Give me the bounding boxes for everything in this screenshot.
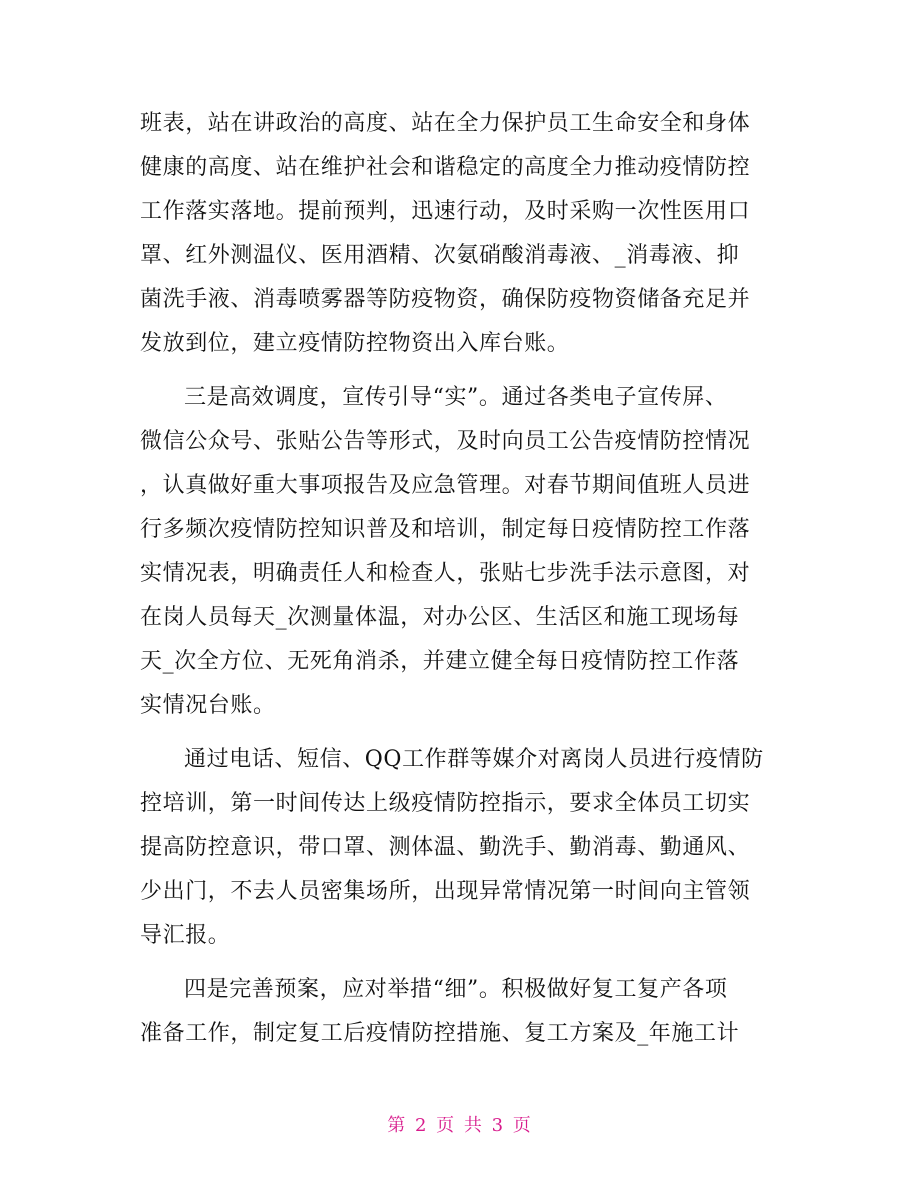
paragraph-3	[140, 738, 790, 958]
text-line: 罩、红外测温仪、医用酒精、次氨硝酸消毒液、_消毒液、抑	[140, 243, 740, 268]
paragraph-1	[140, 102, 790, 366]
text-line: 班表，站在讲政治的高度、站在全力保护员工生命安全和身体	[140, 111, 751, 136]
page-number-footer: 第 2 页 共 3 页	[387, 1115, 533, 1136]
text-line: 导汇报。	[140, 923, 231, 948]
text-line: 实情况台账。	[140, 693, 276, 718]
text-line: 实情况表，明确责任人和检查人，张贴七步洗手法示意图，对	[140, 561, 751, 586]
paragraph-2	[140, 376, 790, 728]
text-line: 提高防控意识，带口罩、测体温、勤洗手、勤消毒、勤通风、	[140, 835, 751, 860]
text-line: 在岗人员每天_次测量体温，对办公区、生活区和施工现场每	[140, 605, 740, 630]
text-line: ，认真做好重大事项报告及应急管理。对春节期间值班人员进	[140, 473, 751, 498]
text-line: 微信公众号、张贴公告等形式，及时向员工公告疫情防控情况	[140, 429, 751, 454]
text-line: 行多频次疫情防控知识普及和培训，制定每日疫情防控工作落	[140, 517, 751, 542]
text-line: 通过电话、短信、QQ工作群等媒介对离岗人员进行疫情防	[184, 747, 764, 772]
text-line: 三是高效调度，宣传引导“实”。通过各类电子宣传屏、	[184, 385, 728, 410]
text-line: 四是完善预案，应对举措“细”。积极做好复工复产各项	[184, 977, 728, 1002]
text-line: 菌洗手液、消毒喷雾器等防疫物资，确保防疫物资储备充足并	[140, 287, 751, 312]
paragraph-4	[140, 968, 790, 1056]
text-line: 天_次全方位、无死角消杀，并建立健全每日疫情防控工作落	[140, 649, 740, 674]
text-line: 控培训，第一时间传达上级疫情防控指示，要求全体员工切实	[140, 791, 751, 816]
text-line: 少出门，不去人员密集场所，出现异常情况第一时间向主管领	[140, 879, 751, 904]
body-text	[140, 102, 790, 1056]
text-line: 健康的高度、站在维护社会和谐稳定的高度全力推动疫情防控	[140, 155, 751, 180]
text-line: 发放到位，建立疫情防控物资出入库台账。	[140, 331, 570, 356]
text-line: 工作落实落地。提前预判，迅速行动，及时采购一次性医用口	[140, 199, 751, 224]
text-line: 准备工作，制定复工后疫情防控措施、复工方案及_年施工计	[140, 1021, 740, 1046]
